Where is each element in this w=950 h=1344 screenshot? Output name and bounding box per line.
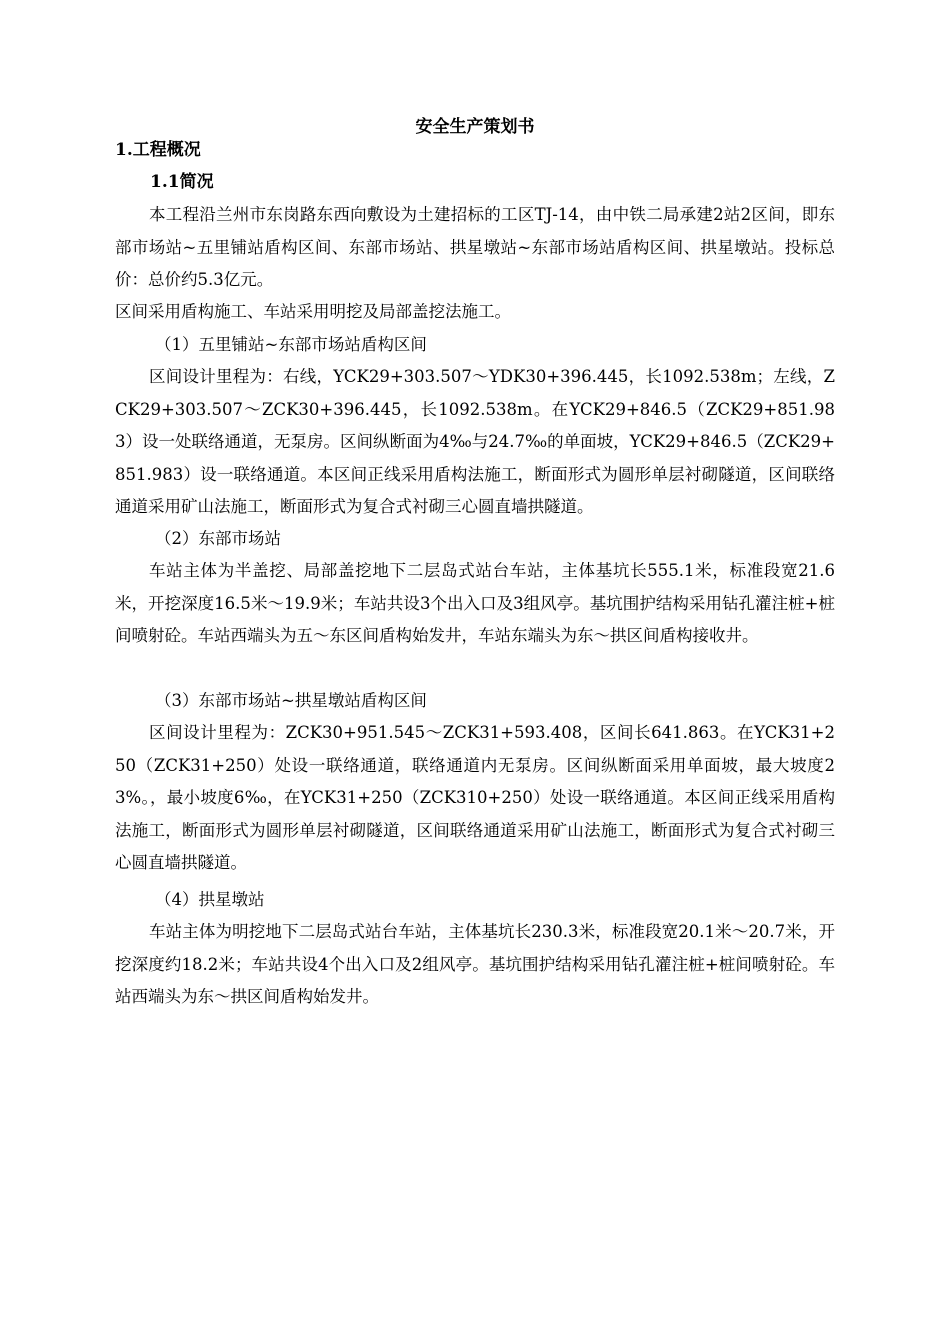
intro-paragraph: 本工程沿兰州市东岗路东西向敷设为土建招标的工区TJ-14，由中铁二局承建2站2区间，即东部市场站~五里铺站盾构区间、东部市场站、拱星墩站~东部市场站盾构区间、拱星墩站。投标总价：总价约5.3亿元。 [115, 205, 835, 289]
section-heading-dongbu-station: （2）东部市场站 [155, 529, 281, 548]
section-heading-gongxingdun-interval: （3）东部市场站~拱星墩站盾构区间 [155, 691, 427, 710]
construction-method-line: 区间采用盾构施工、车站采用明挖及局部盖挖法施工。 [115, 302, 511, 321]
section-body-dongbu-station: 车站主体为半盖挖、局部盖挖地下二层岛式站台车站，主体基坑长555.1米，标准段宽21.6米，开挖深度16.5米～19.9米；车站共设3个出入口及3组风亭。基坑围护结构采用钻孔灌注桩+桩间喷射砼。车站西端头为五～东区间盾构始发井，车站东端头为东～拱区间盾构接收井。 [115, 561, 835, 645]
section-body-gongxingdun-interval: 区间设计里程为：ZCK30+951.545～ZCK31+593.408，区间长641.863。在YCK31+250（ZCK31+250）处设一联络通道，联络通道内无泵房。区间纵断面采用单面坡，最大坡度23%。，最小坡度6‰，在YCK31+250（ZCK310+250）处设一联络通道。本区间正线采用盾构法施工，断面形式为圆形单层衬砌隧道，区间联络通道采用矿山法施工，断面形式为复合式衬砌三心圆直墙拱隧道。 [115, 723, 835, 872]
subsection-heading-overview: 1.1简况 [150, 172, 214, 192]
section-body-gongxingdun-station: 车站主体为明挖地下二层岛式站台车站，主体基坑长230.3米，标准段宽20.1米～20.7米，开挖深度约18.2米；车站共设4个出入口及2组风亭。基坑围护结构采用钻孔灌注桩+桩间喷射砼。车站西端头为东～拱区间盾构始发井。 [115, 922, 835, 1006]
document-title: 安全生产策划书 [415, 117, 535, 137]
section-heading-wulipu-interval: （1）五里铺站~东部市场站盾构区间 [155, 335, 427, 354]
section-body-wulipu-interval: 区间设计里程为：右线，YCK29+303.507～YDK30+396.445，长1092.538m；左线，ZCK29+303.507～ZCK30+396.445，长1092.538m。在YCK29+846.5（ZCK29+851.983）设一处联络通道，无泵房。区间纵断面为4‰与24.7‰的单面坡，YCK29+846.5（ZCK29+851.983）设一联络通道。本区间正线采用盾构法施工，断面形式为圆形单层衬砌隧道，区间联络通道采用矿山法施工，断面形式为复合式衬砌三心圆直墙拱隧道。 [115, 367, 835, 516]
section-heading-project-overview: 1.工程概况 [115, 140, 201, 160]
section-heading-gongxingdun-station: （4）拱星墩站 [155, 890, 265, 909]
